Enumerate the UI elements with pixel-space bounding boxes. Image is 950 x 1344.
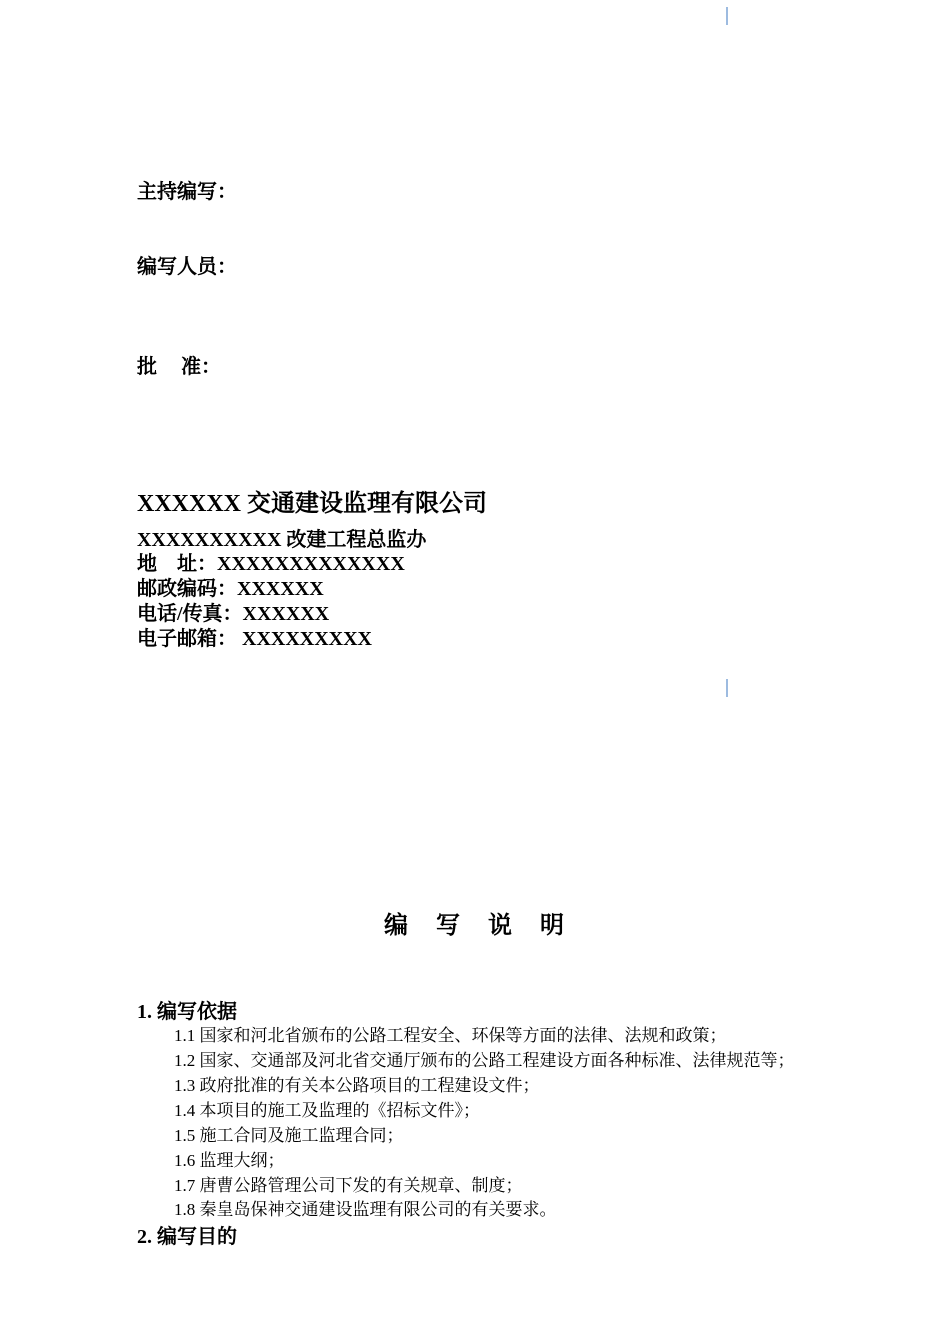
host-editor-label: 主持编写： (137, 181, 237, 203)
approval-label (137, 350, 221, 379)
list-item: 1.5 施工合同及施工监理合同； (174, 1126, 404, 1145)
text-cursor-marker-middle (726, 679, 728, 697)
company-name: XXXXXX 交通建设监理有限公司 (137, 491, 487, 517)
section-1-heading: 1. 编写依据 (137, 1001, 237, 1023)
list-item: 1.8 秦皇岛保神交通建设监理有限公司的有关要求。 (174, 1200, 557, 1219)
address-line: 地 址：XXXXXXXXXXXXX (137, 553, 405, 575)
editors-label: 编写人员： (137, 256, 237, 278)
text-cursor-marker-top (726, 7, 728, 25)
section-title-char-4: 明 (540, 913, 566, 939)
list-item: 1.4 本项目的施工及监理的《招标文件》； (174, 1101, 480, 1120)
list-item: 1.7 唐曹公路管理公司下发的有关规章、制度； (174, 1176, 523, 1195)
email-line: 电子邮箱： XXXXXXXXX (137, 628, 372, 650)
postcode-line: 邮政编码：XXXXXX (137, 578, 324, 600)
list-item: 1.6 监理大纲； (174, 1151, 285, 1170)
phone-fax-line: 电话/传真：XXXXXX (137, 603, 330, 625)
section-2-heading: 2. 编写目的 (137, 1226, 237, 1248)
section-title-char-1: 编 (384, 913, 410, 939)
section-title (0, 905, 950, 940)
office-name: XXXXXXXXXX 改建工程总监办 (137, 529, 427, 551)
section-title-char-3: 说 (488, 913, 514, 939)
list-item: 1.3 政府批准的有关本公路项目的工程建设文件； (174, 1076, 540, 1095)
list-item: 1.2 国家、交通部及河北省交通厅颁布的公路工程建设方面各种标准、法律规范等； (174, 1051, 795, 1070)
approval-label-part-a: 批 (137, 356, 157, 378)
list-item: 1.1 国家和河北省颁布的公路工程安全、环保等方面的法律、法规和政策； (174, 1026, 727, 1045)
approval-label-part-b: 准： (181, 356, 221, 378)
section-title-char-2: 写 (436, 913, 462, 939)
